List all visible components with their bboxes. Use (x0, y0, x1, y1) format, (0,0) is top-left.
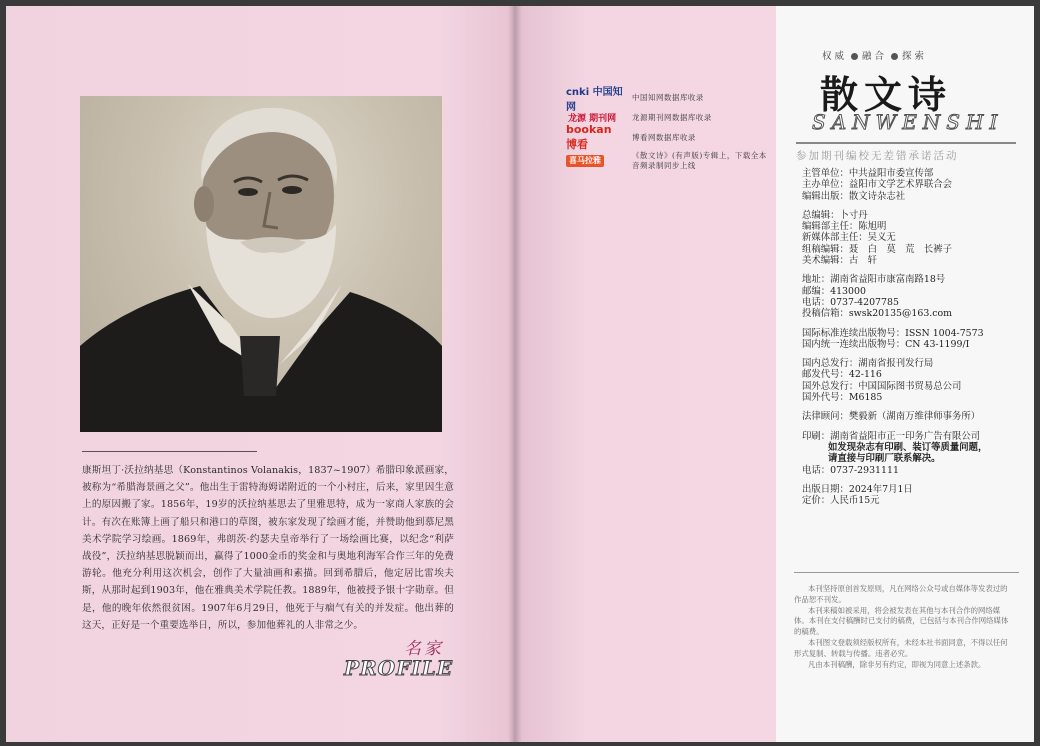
colophon-line: 主管单位：中共益阳市委宣传部 (802, 168, 934, 179)
colophon-group-publisher (802, 168, 1022, 202)
book-gutter (508, 6, 522, 742)
motto (822, 48, 927, 62)
colophon-line: 编辑出版：散文诗杂志社 (802, 190, 906, 202)
colophon (802, 168, 1022, 514)
colophon-line: 电话：0737-2931111 (802, 464, 899, 476)
colophon-group-legal (802, 411, 1022, 422)
colophon-line: 印刷：湖南省益阳市正一印务广告有限公司 (802, 430, 981, 442)
colophon-line: 主办单位：益阳市文学艺术界联合会 (802, 179, 953, 191)
colophon-line: 投稿信箱：swsk20135@163.com (802, 308, 953, 320)
colophon-line: 编辑部主任：陈旭明 (802, 221, 887, 233)
section-label-cn: 名家 (404, 639, 444, 659)
colophon-line: 法律顾问：樊毅新（湖南万维律师事务所） (802, 411, 981, 423)
notice-paragraph: 本刊图文登载须经版权所有，未经本社书面同意，不得以任何形式复制、转载与传播。违者必究。 (794, 637, 1008, 658)
print-notice-line: 请直接与印刷厂联系解决。 (828, 453, 941, 465)
colophon-line: 邮编：413000 (802, 285, 866, 297)
colophon-group-issn (802, 328, 1022, 351)
bullet-icon (851, 53, 858, 60)
publish-date: 出版日期：2024年7月1日 (802, 483, 913, 495)
colophon-group-print (802, 431, 1022, 476)
colophon-line: 组稿编辑：聂 白 莫 荒 长裤子 (802, 243, 953, 255)
colophon-group-editors (802, 210, 1022, 266)
title-divider (796, 142, 1016, 144)
colophon-line: 邮发代号：42-116 (802, 369, 882, 381)
logo-caption: 博看网数据库收录 (632, 132, 696, 142)
colophon-line: 美术编辑：古 轩 (802, 255, 878, 267)
bio-divider (82, 451, 257, 452)
magazine-pinyin: SANWENSHI (812, 110, 1004, 134)
colophon-line: 电话：0737-4207785 (802, 296, 899, 308)
notice-paragraph: 本刊来稿如被采用，将会被发表在其他与本刊合作的网络媒体。本刊在支付稿酬时已支付的稿费，已包括与本刊合作网络媒体的稿费。 (794, 605, 1009, 637)
motto-word: 权威 (822, 51, 848, 62)
magazine-title: 散文诗 (820, 72, 953, 117)
database-logos (566, 86, 772, 176)
colophon-line: 总编辑：卜寸丹 (802, 209, 868, 221)
longyuan-logo-text: 龙源 期刊网 (568, 114, 617, 124)
logo-row-bookan (566, 123, 772, 151)
colophon-group-contact (802, 274, 1022, 319)
logo-caption: 龙源期刊网数据库收录 (632, 112, 712, 122)
price: 定价：人民币15元 (802, 495, 880, 507)
motto-word: 融合 (862, 51, 888, 62)
notice-paragraph: 凡由本刊稿酬，除非另有约定，即视为同意上述条款。 (808, 659, 986, 669)
logo-caption: 《散文诗》(有声版)专辑上，下载全本音频录制同步上线 (632, 151, 767, 170)
cnki-logo: cnki 中国知网 (566, 86, 623, 113)
colophon-line: 新媒体部主任：吴义无 (802, 232, 896, 244)
bullet-icon (891, 53, 898, 60)
colophon-line: 国内总发行：湖南省报刊发行局 (802, 358, 934, 370)
logo-row-ximalaya (566, 149, 772, 173)
colophon-line: 国外代号：M6185 (802, 392, 883, 404)
colophon-group-date (802, 484, 1022, 507)
logo-row-cnki (566, 86, 772, 113)
bookan-logo: bookan 博看 (566, 123, 612, 151)
print-notice-line: 如发现杂志有印刷、装订等质量问题， (828, 441, 988, 453)
section-label-en: PROFILE (344, 656, 453, 680)
colophon-line: 地址：湖南省益阳市康富南路18号 (802, 274, 946, 286)
ximalaya-logo-text: 喜马拉雅 (566, 155, 604, 167)
notice-divider (794, 572, 1019, 573)
colophon-line: 国内统一连续出版物号：CN 43-1199/I (802, 338, 970, 350)
colophon-line: 国外总发行：中国国际图书贸易总公司 (802, 380, 962, 392)
colophon-line: 国际标准连续出版物号：ISSN 1004-7573 (802, 327, 984, 339)
copyright-notice (794, 584, 1012, 670)
portrait-photo (80, 96, 442, 432)
ximalaya-logo (566, 154, 626, 168)
logo-caption: 中国知网数据库收录 (632, 92, 704, 102)
campaign-banner: 参加期刊编校无差错承诺活动 (796, 150, 959, 162)
colophon-group-distribution (802, 358, 1022, 403)
masthead-sidebar (776, 6, 1034, 742)
right-page (514, 6, 1034, 742)
portrait-drawing (80, 96, 442, 432)
notice-paragraph: 本刊坚持原创首发原则，凡在网络公众号或自媒体等发表过的作品恕不刊发。 (794, 584, 1008, 604)
bio-text: 康斯坦丁·沃拉纳基思（Konstantinos Volanakis，1837~1907）希腊印象派画家，被称为“希腊海景画之父”。他出生于雷特海姆诺附近的一个小村庄，后来，家里因生意上的原因搬了家。1856年，19岁的沃拉纳基思去了里雅思特，成为一家商人家族的会计。有次在账簿上画了船只和港口的草图，被东家发现了绘画才能，并赞助他到慕尼黑美术学院学习绘画。1869年，弗朗茨·约瑟夫皇帝举行了一场绘画比赛，以纪念“利萨战役”，沃拉纳基思脱颖而出，赢得了1000金币的奖金和与奥地利海军合作三年的免费游轮。他充分利用这次机会，创作了大量油画和素描。回到希腊后，他定居比雷埃夫斯，从那时起到1903年，他在雅典美术学院任教。1889年，他被授予银十字勋章。但是，他的晚年依然很贫困。1907年6月29日，他死于与痼气有关的并发症。他出葬的这天，正好是一个重要选举日，所以，参加他葬礼的人非常之少。 (82, 465, 454, 631)
left-page (6, 6, 514, 742)
motto-word: 探索 (902, 51, 928, 62)
